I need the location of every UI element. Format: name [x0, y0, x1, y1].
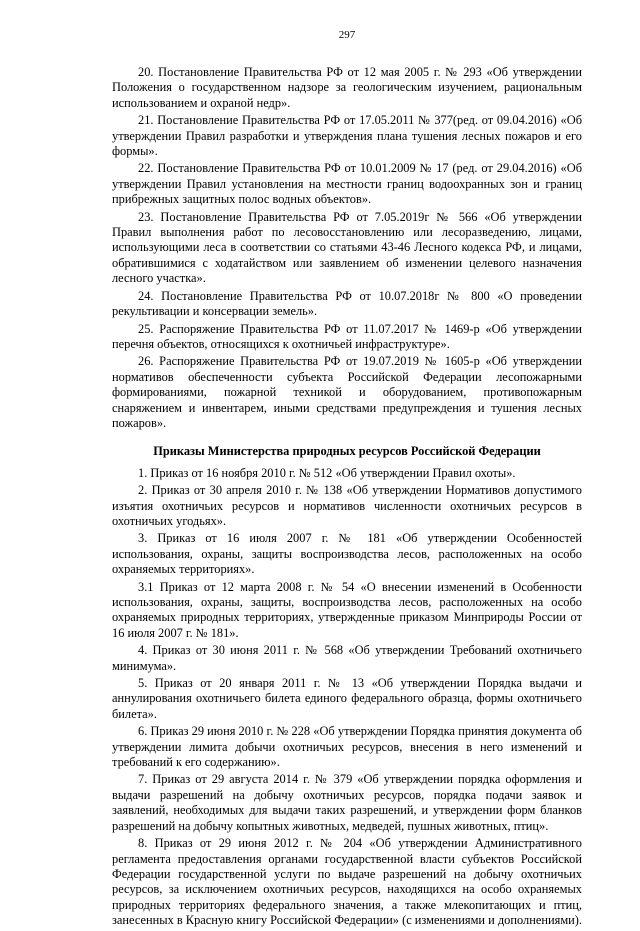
document-page: [112, 28, 582, 931]
section-heading: Приказы Министерства природных ресурсов Российской Федерации: [153, 444, 541, 459]
list-item: 20. Постановление Правительства РФ от 12 мая 2005 г. № 293 «Об утверждении Положения о государственном надзоре за геологическим изучением, рациональным использованием и охраной недр».: [112, 65, 582, 110]
ministry-orders-list: [112, 466, 582, 929]
list-item: 8. Приказ от 29 июня 2012 г. № 204 «Об утверждении Административного регламента предоставления органами государственной власти субъектов Российской Федерации государственной услуги по выдаче разрешений на добычу охотничьих ресурсов, за исключением охотничьих ресурсов, находящихся на особо охраняемых природных территориях федерального значения, а также млекопитающих и птиц, занесенных в Красную книгу Российской Федерации» (с изменениями и дополнениями).: [112, 836, 583, 928]
list-item: 21. Постановление Правительства РФ от 17.05.2011 № 377(ред. от 09.04.2016) «Об утверждении Правил разработки и утверждения плана тушения лесных пожаров и его формы».: [112, 113, 582, 159]
list-item: 3.1 Приказ от 12 марта 2008 г. № 54 «О внесении изменений в Особенности использования, охраны, защиты, воспроизводства лесов, расположенных на особо охраняемых природных территориях, утвержденные приказом Минприроды России от 16 июля 2007 г. № 181».: [112, 579, 582, 640]
list-item: 6. Приказ 29 июня 2010 г. № 228 «Об утверждении Порядка принятия документа об утверждении лимита добычи охотничьих ресурсов, внесения в него изменений и требований к его содержанию».: [112, 724, 582, 770]
page-number: 297: [338, 29, 356, 41]
list-item: 24. Постановление Правительства РФ от 10.07.2018г № 800 «О проведении рекультивации и консервации земель».: [112, 288, 582, 319]
list-item: 23. Постановление Правительства РФ от 7.05.2019г № 566 «Об утверждении Правил выполнения работ по лесовосстановлению или лесоразведению, лицами, использующими леса в соответствии со статьями 43-46 Лесного кодекса РФ, и лицами, обратившимися с ходатайством или заявлением об изменении целевого назначения лесного участка».: [112, 209, 582, 286]
list-item: 25. Распоряжение Правительства РФ от 11.07.2017 № 1469-р «Об утверждении перечня объектов, относящихся к охотничьей инфраструктуре».: [112, 321, 582, 351]
list-item: 22. Постановление Правительства РФ от 10.01.2009 № 17 (ред. от 29.04.2016) «Об утверждении Правил установления на местности границ водоохранных зон и границ прибрежных защитных полос водных объектов».: [112, 161, 582, 207]
list-item: 2. Приказ от 30 апреля 2010 г. № 138 «Об утверждении Нормативов допустимого изъятия охотничьих ресурсов и нормативов численности охотничьих ресурсов в охотничьих угодьях».: [112, 483, 582, 528]
list-item: 7. Приказ от 29 августа 2014 г. № 379 «Об утверждении порядка оформления и выдачи разрешений на добычу охотничьих ресурсов, порядка подачи заявок и заявлений, необходимых для выдачи таких разрешений, и утверждении форм бланков разрешений на добычу копытных животных, медведей, пушных животных, птиц».: [112, 772, 582, 833]
list-item: 3. Приказ от 16 июля 2007 г. № 181 «Об утверждении Особенностей использования, охраны, защиты воспроизводства лесов, расположенных на особо охраняемых территориях».: [112, 531, 582, 577]
government-acts-list: [112, 65, 582, 431]
list-item: 26. Распоряжение Правительства РФ от 19.07.2019 № 1605-р «Об утверждении нормативов обеспеченности субъекта Российской Федерации лесопожарными формированиями, пожарной техникой и оборудованием, противопожарным снаряжением и инвентарем, иными средствами предупреждения и тушения лесных пожаров».: [112, 354, 582, 430]
list-item: 4. Приказ от 30 июня 2011 г. № 568 «Об утверждении Требований охотничьего минимума».: [112, 643, 582, 673]
list-item: 1. Приказ от 16 ноября 2010 г. № 512 «Об утверждении Правил охоты».: [138, 465, 516, 480]
list-item: 5. Приказ от 20 января 2011 г. № 13 «Об утверждении Порядка выдачи и аннулирования охотничьего билета единого федерального образца, формы охотничьего билета».: [112, 676, 582, 721]
